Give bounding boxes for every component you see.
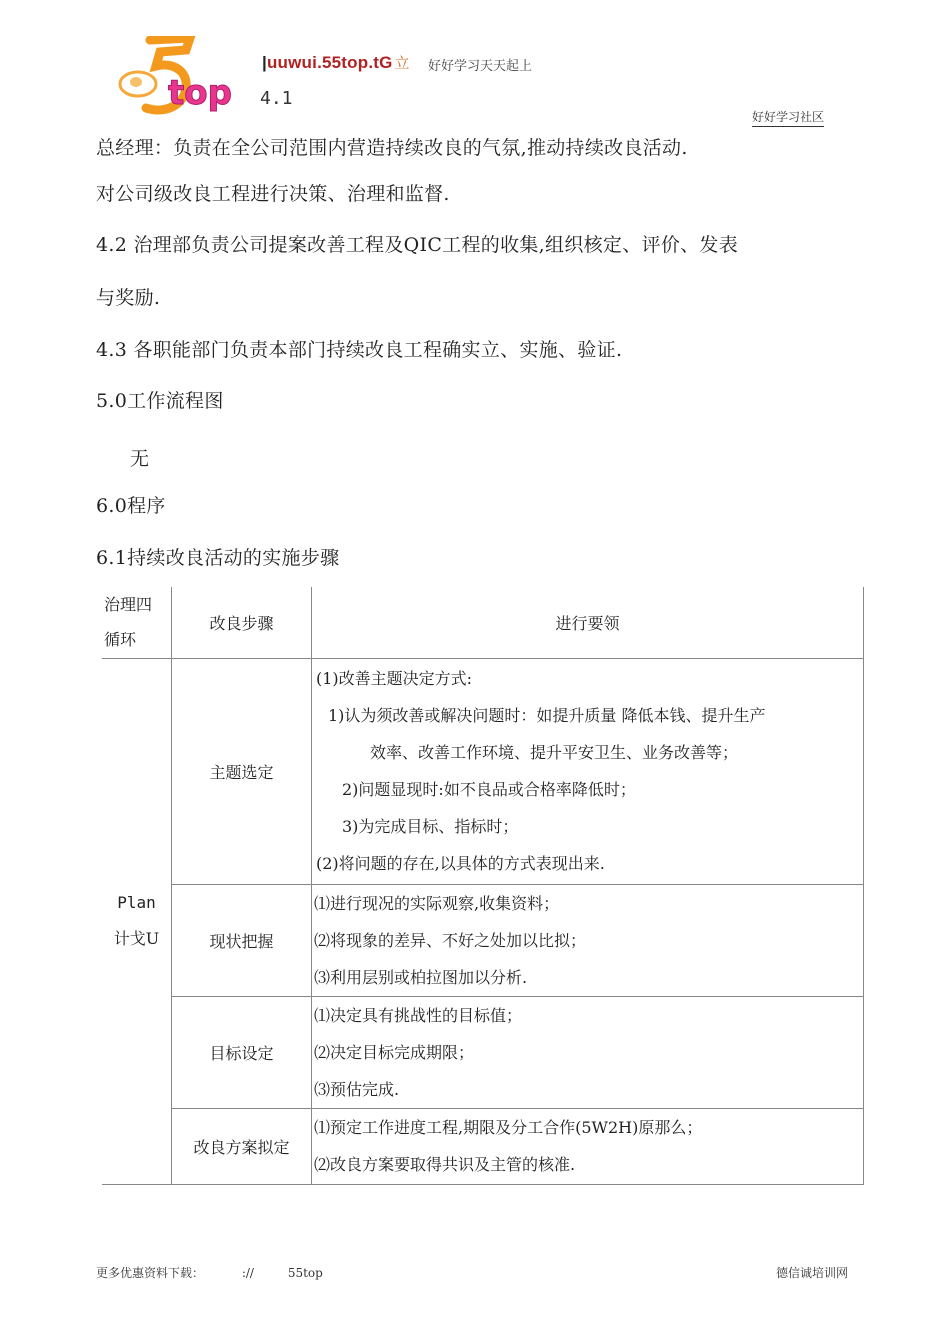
- svg-text:top: top: [168, 73, 232, 113]
- para-4-2-cont: 与奖励.: [96, 287, 161, 309]
- site-url-suffix: 立: [394, 55, 410, 72]
- method-line: ⑵决定目标完成期限；: [314, 1042, 475, 1062]
- plan-cycle-en: Plan: [117, 893, 156, 912]
- table-row: [102, 1108, 864, 1184]
- site-url-text[interactable]: uuwui.55top.tG: [266, 53, 393, 72]
- header-step-cell: 改良步骤: [172, 587, 312, 658]
- footer-brand: 德信诚培训网: [776, 1266, 849, 1280]
- header-method-cell: 进行要领: [312, 587, 864, 658]
- method-line: 1)认为须改善或解决问题时：如提升质量 降低本钱、提升生产: [328, 706, 766, 725]
- method-line: ⑵改良方案要取得共识及主管的核准.: [314, 1155, 576, 1174]
- method-line: ⑶利用层别或柏拉图加以分析.: [314, 967, 528, 987]
- method-status-grasp: [312, 884, 864, 996]
- heading-6-0: 6.0程序: [96, 495, 166, 517]
- heading-6-1: 6.1持续改良活动的实施步骤: [96, 547, 340, 569]
- footer-download-sep: ://: [241, 1266, 254, 1280]
- method-line: ⑵将现象的差异、不好之处加以比拟；: [314, 930, 587, 950]
- method-line: ⑴决定具有挑战性的目标值；: [314, 1005, 523, 1025]
- para-company-level: 对公司级改良工程进行决策、治理和监督.: [96, 183, 450, 205]
- table-row: [102, 658, 864, 884]
- table-header-row: [102, 587, 864, 658]
- header-cycle-line1: 治理四: [104, 595, 153, 615]
- method-line: ⑶预估完成.: [314, 1079, 400, 1099]
- method-line: ⑴进行现况的实际观察,收集资料；: [314, 893, 560, 913]
- method-line: 3)为完成目标、指标时；: [342, 817, 519, 836]
- footer-download-site[interactable]: 55top: [287, 1266, 323, 1280]
- step-plan-drafting: 改良方案拟定: [172, 1108, 312, 1184]
- improvement-steps-table: [102, 587, 864, 1185]
- step-target-setting: 目标设定: [172, 996, 312, 1108]
- table-row: [102, 996, 864, 1108]
- table-row: [102, 884, 864, 996]
- para-none: 无: [130, 448, 150, 470]
- method-line: ⑴预定工作进度工程,期限及分工合作(5W2H)原那么；: [314, 1118, 703, 1137]
- header-cycle-cell: [102, 587, 172, 658]
- footer-download-label: 更多优惠资料下载：: [96, 1266, 205, 1280]
- para-general-manager: 总经理：负责在全公司范围内营造持续改良的气氛,推动持续改良活动.: [96, 137, 688, 159]
- method-line: (2)将问题的存在,以具体的方式表现出来.: [316, 854, 605, 873]
- method-line: 效率、改善工作环境、提升平安卫生、业务改善等；: [370, 743, 739, 762]
- section-4-1-label: 4.1: [260, 88, 293, 109]
- method-target-setting: [312, 996, 864, 1108]
- site-slogan: 好好学习天天起上: [428, 59, 533, 74]
- heading-5-0: 5.0工作流程图: [96, 390, 224, 412]
- method-line: (1)改善主题决定方式:: [316, 669, 473, 688]
- para-4-2: 4.2 治理部负责公司提案改善工程及QIC工程的收集,组织核定、评价、发表: [96, 234, 739, 256]
- step-status-grasp: 现状把握: [172, 884, 312, 996]
- method-topic-selection: [312, 658, 864, 884]
- community-link[interactable]: 好好学习社区: [752, 108, 824, 127]
- method-plan-drafting: [312, 1108, 864, 1184]
- header-cycle-line2: 循环: [104, 630, 137, 650]
- plan-cycle-cn: 计戈U: [113, 929, 160, 948]
- para-4-3: 4.3 各职能部门负责本部门持续改良工程确实立、实施、验证.: [96, 339, 623, 361]
- footer-download: [96, 1264, 323, 1281]
- logo-graphic: [112, 36, 262, 118]
- plan-cycle-cell: [102, 658, 172, 1184]
- step-topic-selection: 主题选定: [172, 658, 312, 884]
- method-line: 2)问题显现时:如不良品或合格率降低时；: [342, 780, 636, 799]
- site-url[interactable]: |uuwui.55top.tG 立: [262, 53, 410, 72]
- site-logo[interactable]: [112, 36, 262, 118]
